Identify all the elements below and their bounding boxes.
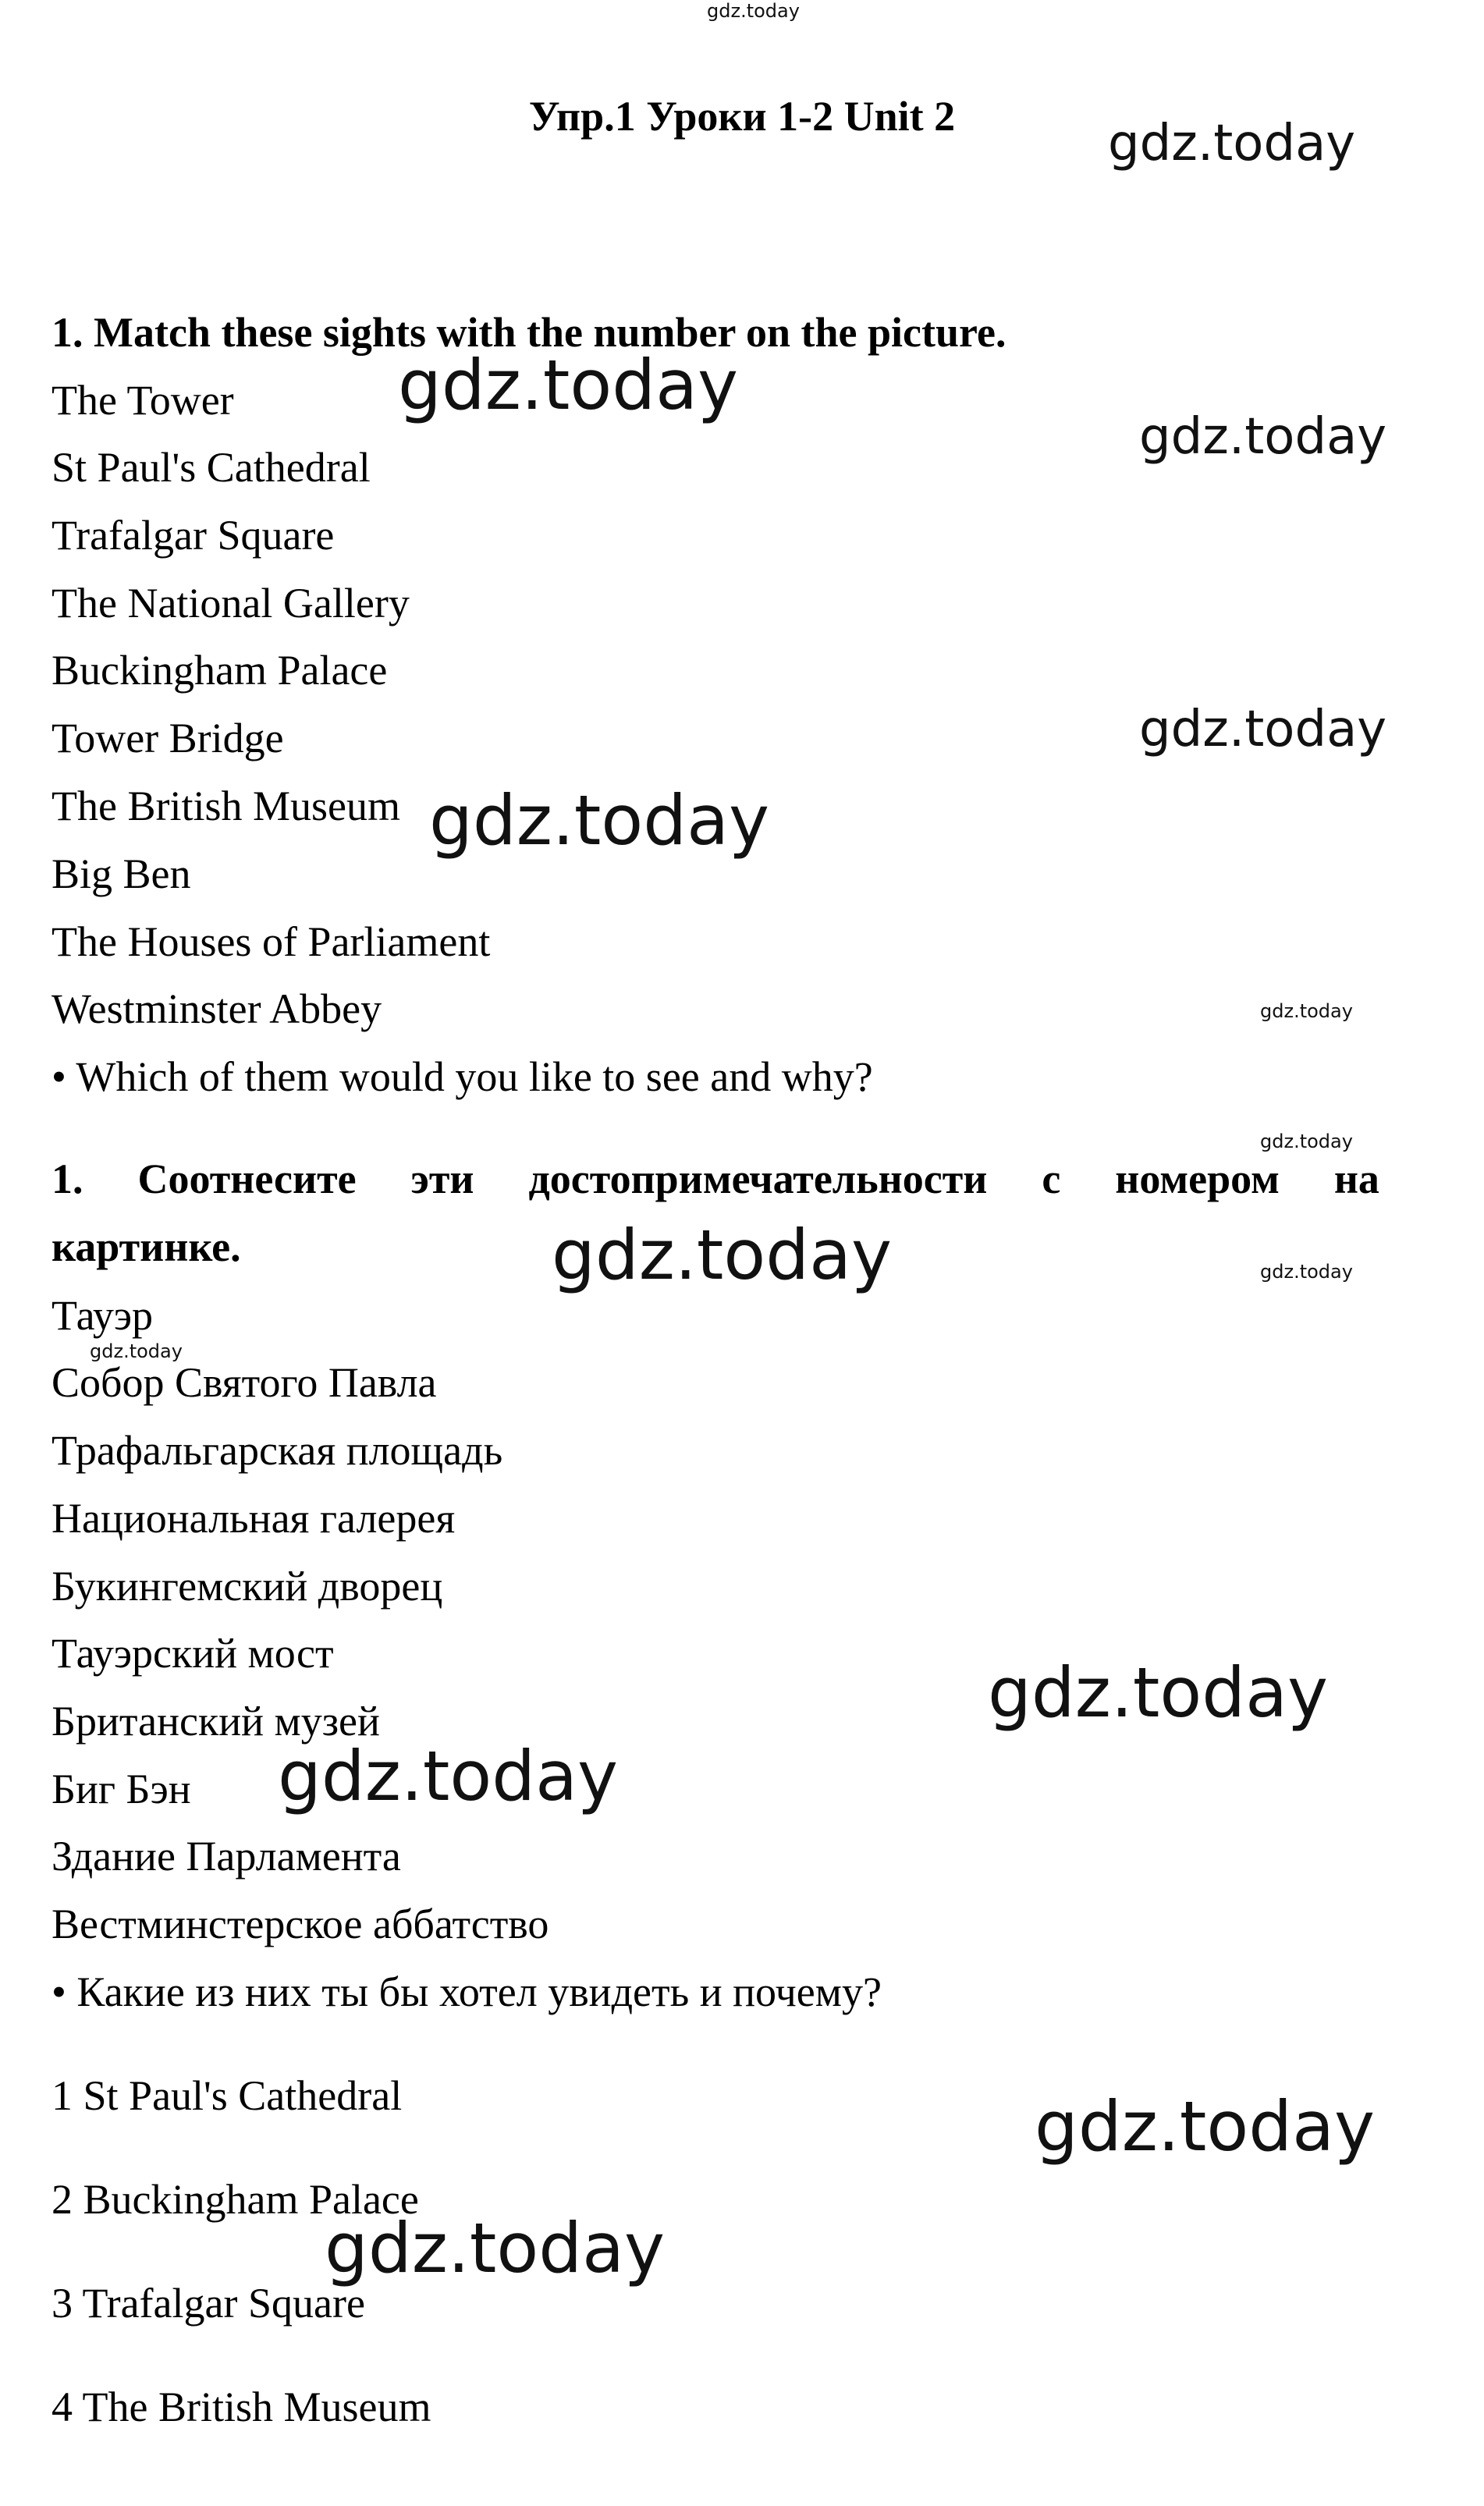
watermark: gdz.today — [1035, 2086, 1376, 2167]
english-sight-item: Buckingham Palace — [51, 647, 388, 694]
watermark: gdz.today — [278, 1736, 619, 1816]
answer-item: 3 Trafalgar Square — [51, 2280, 365, 2327]
english-sight-item: The Houses of Parliament — [51, 918, 491, 965]
watermark: gdz.today — [1139, 408, 1387, 466]
russian-sight-item: Тауэр — [51, 1292, 154, 1339]
watermark: gdz.today — [552, 1215, 893, 1295]
watermark: gdz.today — [429, 780, 770, 861]
english-sight-item: The British Museum — [51, 783, 400, 829]
watermark: gdz.today — [1139, 701, 1387, 758]
watermark: gdz.today — [1260, 1131, 1353, 1152]
watermark: gdz.today — [1260, 1261, 1353, 1283]
russian-question: • Какие из них ты бы хотел увидеть и почему? — [51, 1968, 882, 2015]
russian-sight-item: Букингемский дворец — [51, 1563, 443, 1610]
english-sight-item: Big Ben — [51, 850, 191, 897]
english-sight-item: The Tower — [51, 377, 234, 424]
russian-sight-item: Тауэрский мост — [51, 1630, 334, 1677]
english-task-heading: 1. Match these sights with the number on the picture. — [51, 309, 1006, 356]
russian-sight-item: Вестминстерское аббатство — [51, 1901, 549, 1947]
english-sight-item: St Paul's Cathedral — [51, 444, 371, 491]
watermark: gdz.today — [707, 0, 800, 22]
answer-item: 2 Buckingham Palace — [51, 2176, 419, 2223]
heading-word: номером — [1115, 1155, 1280, 1202]
page-title: Упр.1 Уроки 1-2 Unit 2 — [528, 93, 956, 140]
english-sight-item: Trafalgar Square — [51, 512, 335, 559]
heading-word: эти — [410, 1155, 474, 1202]
russian-task-heading-line2: картинке. — [51, 1223, 241, 1270]
russian-sight-item: Собор Святого Павла — [51, 1359, 437, 1406]
watermark: gdz.today — [1108, 115, 1356, 172]
watermark: gdz.today — [988, 1652, 1329, 1733]
heading-word: Соотнесите — [137, 1155, 357, 1202]
english-sight-item: Tower Bridge — [51, 715, 284, 761]
russian-task-heading — [51, 1155, 1379, 1203]
watermark: gdz.today — [90, 1340, 183, 1362]
russian-sight-item: Трафальгарская площадь — [51, 1427, 503, 1474]
heading-word: на — [1333, 1155, 1379, 1202]
heading-word: 1. — [51, 1155, 83, 1202]
answer-item: 4 The British Museum — [51, 2384, 431, 2430]
english-sight-item: The National Gallery — [51, 580, 410, 626]
russian-sight-item: Национальная галерея — [51, 1495, 456, 1542]
english-question: • Which of them would you like to see and why? — [51, 1053, 873, 1100]
english-sight-item: Westminster Abbey — [51, 985, 382, 1032]
heading-word: с — [1042, 1155, 1061, 1202]
watermark: gdz.today — [398, 345, 739, 425]
russian-sight-item: Британский музей — [51, 1698, 380, 1745]
heading-word: достопримечательности — [528, 1155, 988, 1202]
watermark: gdz.today — [1260, 1000, 1353, 1022]
russian-sight-item: Биг Бэн — [51, 1766, 191, 1812]
answer-item: 1 St Paul's Cathedral — [51, 2072, 403, 2119]
watermark: gdz.today — [325, 2208, 666, 2288]
russian-sight-item: Здание Парламента — [51, 1833, 401, 1880]
